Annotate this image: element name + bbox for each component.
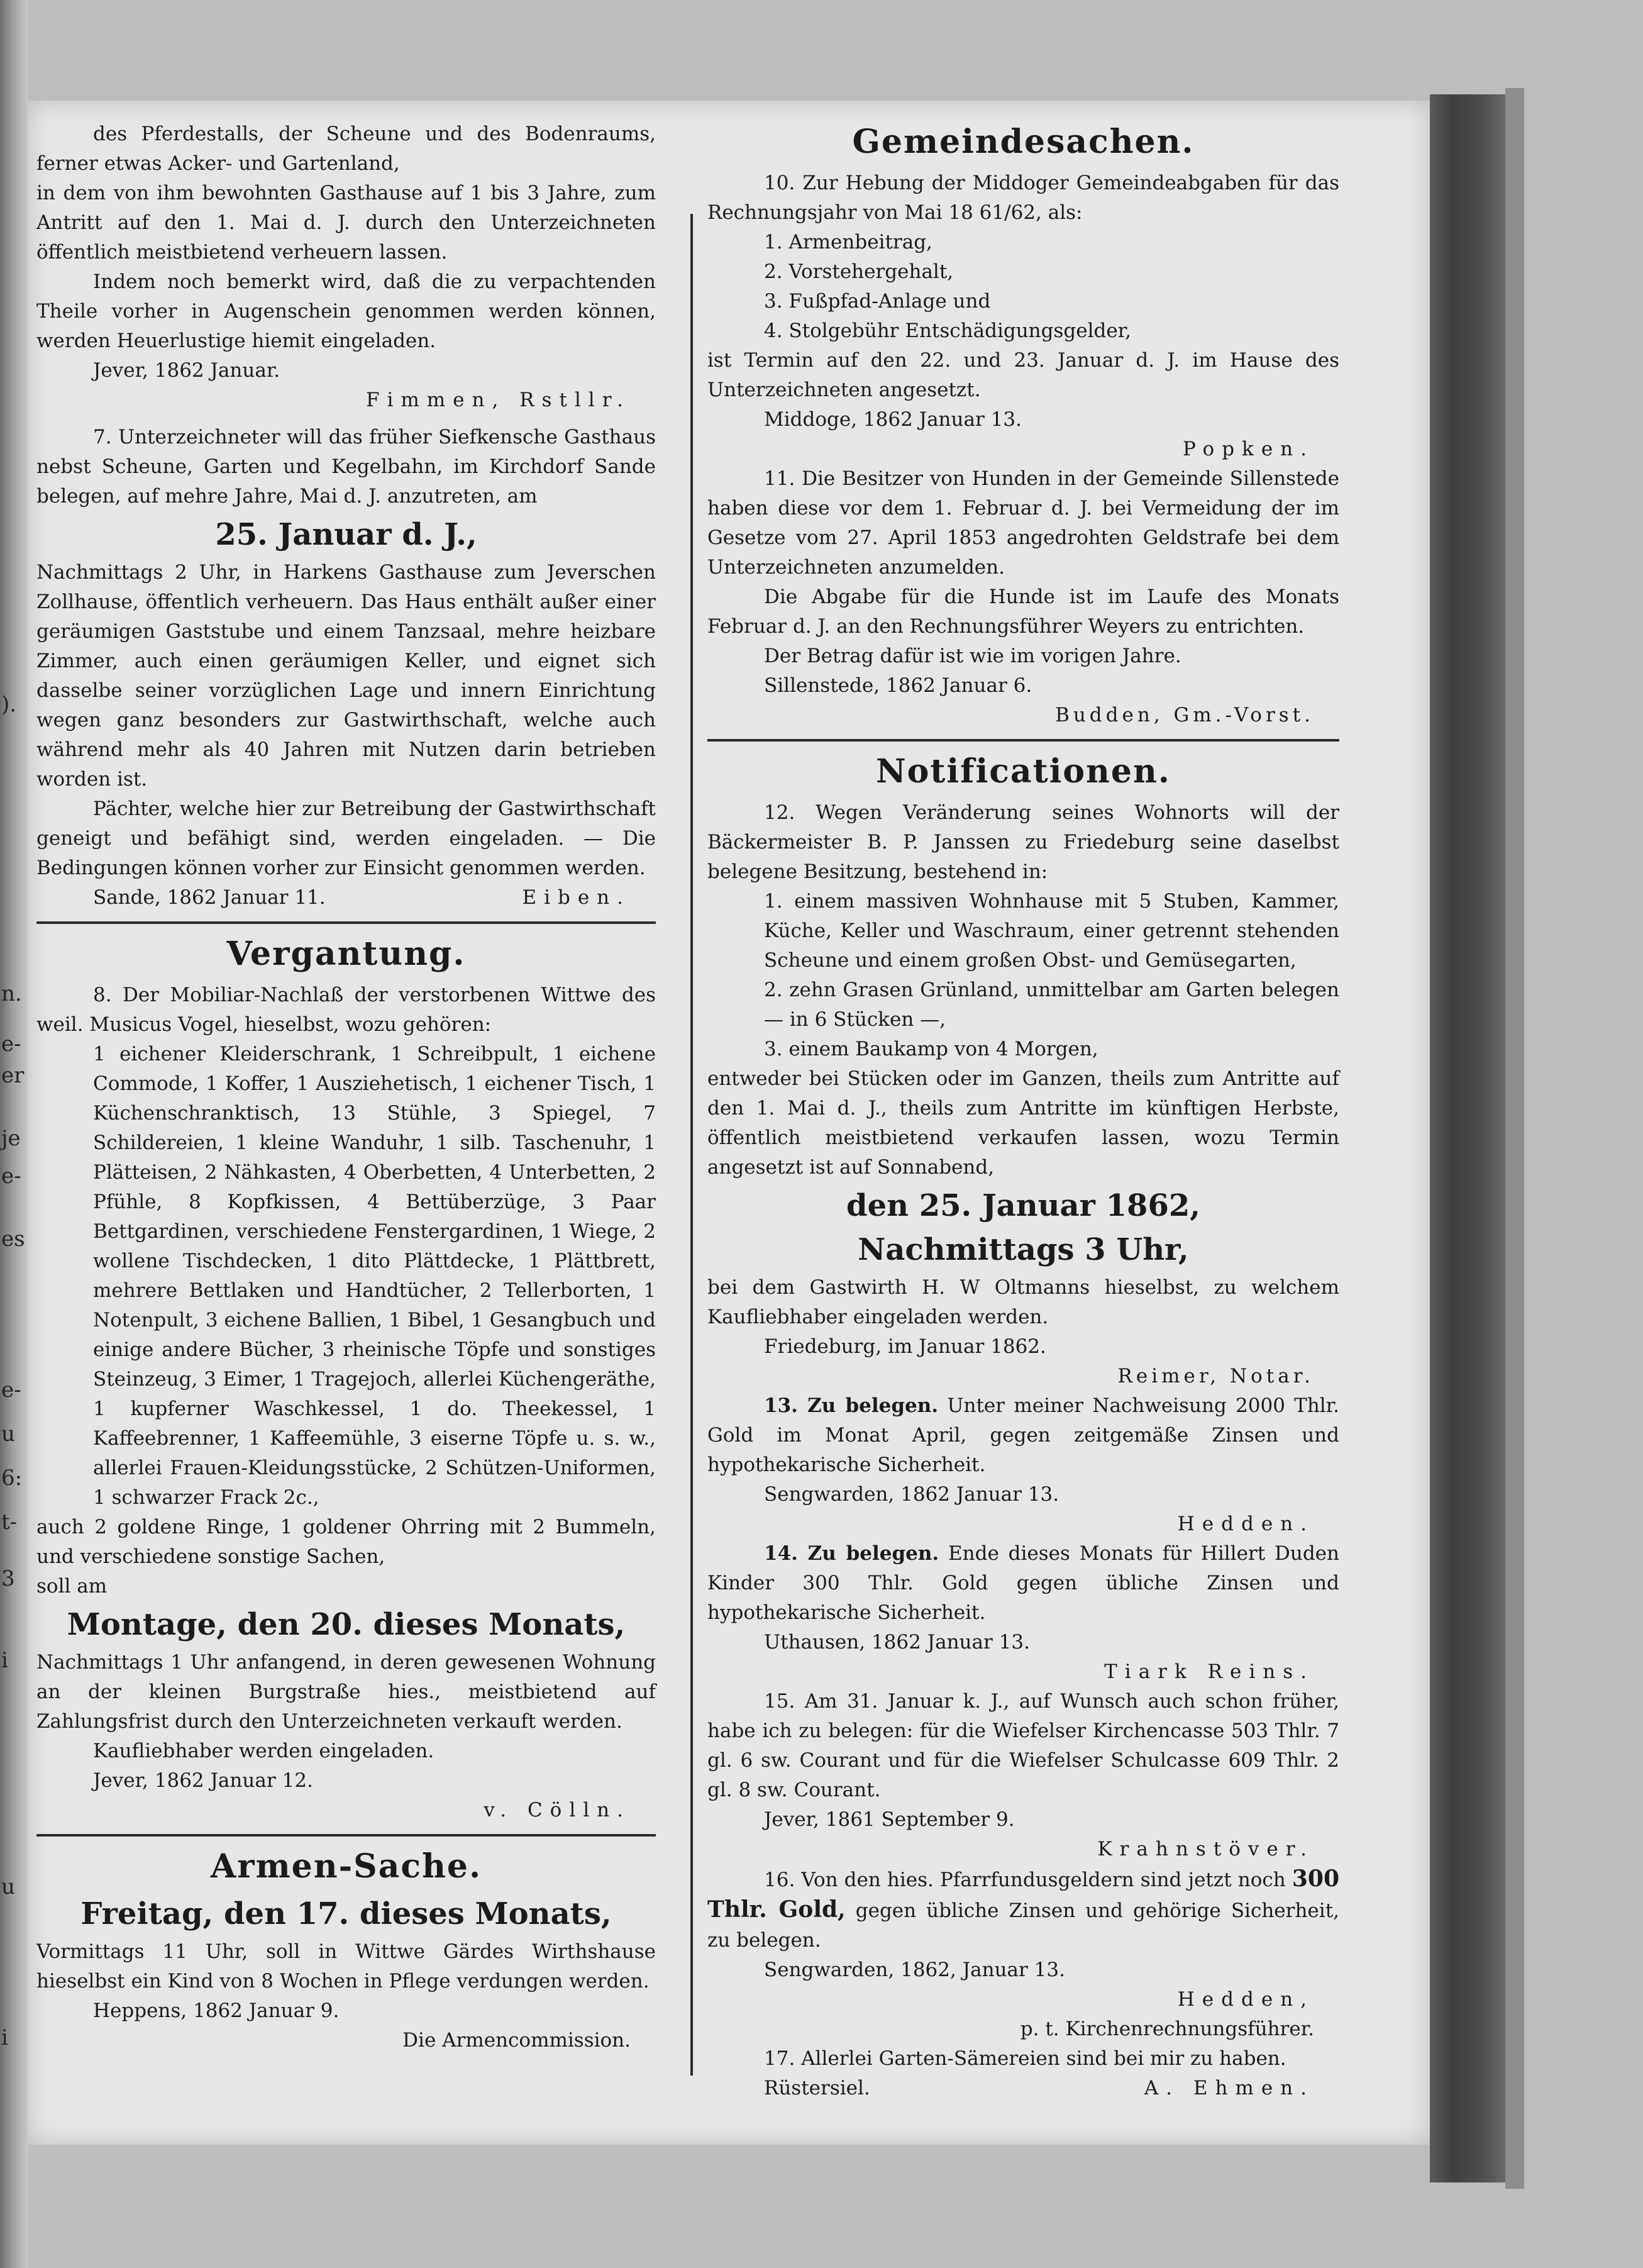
notice-10-item: 3. Fußpfad-Anlage und xyxy=(764,290,991,313)
notice-6-text: Indem noch bemerkt wird, daß die zu verpachtenden Theile vorher in Augenschein genommen werden können, werden Heuerlustige hiemit eingeladen. xyxy=(36,270,656,352)
notice-8-text: Nachmittags 1 Uhr anfangend, in deren gewesenen Wohnung an der kleinen Burgstraße hies., meistbietend auf Zahlungsfrist durch den Unterzeichneten verkauft werden. xyxy=(36,1651,656,1733)
edge-mark: t- xyxy=(1,1509,18,1535)
previous-page-edge xyxy=(0,0,28,2268)
armen-text: Vormittags 11 Uhr, soll in Wittwe Gärdes Wirthshause hieselbst ein Kind von 8 Wochen in Pflege verdungen werden. xyxy=(36,1940,656,1993)
edge-mark: n. xyxy=(1,981,22,1006)
notice-8-text: soll am xyxy=(36,1575,108,1598)
notice-15-text: 15. Am 31. Januar k. J., auf Wunsch auch schon früher, habe ich zu belegen: für die Wiefelser Kirchencasse 503 Thlr. 7 gl. 6 sw. Courant und für die Wiefelser Schulcasse 609 Thlr. 2 gl. 8 sw. Courant. xyxy=(707,1690,1339,1801)
notice-14-label: 14. Zu belegen. xyxy=(764,1542,939,1565)
edge-mark: e- xyxy=(1,1377,21,1403)
notice-16-amount: 300 Thlr. Gold, xyxy=(707,1865,1339,1923)
notice-8-place-date: Jever, 1862 Januar 12. xyxy=(93,1769,313,1792)
notice-17-text: 17. Allerlei Garten-Sämereien sind bei mir zu haben. xyxy=(764,2047,1286,2070)
edge-mark: 3 xyxy=(1,1566,15,1591)
left-column xyxy=(36,120,656,2055)
armen-date: Freitag, den 17. dieses Monats, xyxy=(80,1896,612,1932)
edge-mark: u xyxy=(1,1874,15,1899)
notice-7-signature: Eiben. xyxy=(522,886,631,909)
notice-11-text: Die Abgabe für die Hunde ist im Laufe des Monats Februar d. J. an den Rechnungsführer Weyers zu entrichten. xyxy=(707,586,1339,638)
section-heading-vergantung: Vergantung. xyxy=(226,935,466,973)
notice-14-place-date: Uthausen, 1862 Januar 13. xyxy=(764,1631,1030,1654)
notice-13-label: 13. Zu belegen. xyxy=(764,1394,939,1417)
notice-12-item: 3. einem Baukamp von 4 Morgen, xyxy=(764,1038,1098,1060)
notice-16-place-date: Sengwarden, 1862, Januar 13. xyxy=(764,1959,1065,1981)
notice-10-text: 10. Zur Hebung der Middoger Gemeindeabgaben für das Rechnungsjahr von Mai 18 61/62, als: xyxy=(707,172,1339,224)
notice-12-item: 2. zehn Grasen Grünland, unmittelbar am Garten belegen — in 6 Stücken —, xyxy=(764,979,1339,1031)
notice-10-item: 4. Stolgebühr Entschädigungsgelder, xyxy=(764,320,1131,342)
notice-16-signature-title: p. t. Kirchenrechnungsführer. xyxy=(1020,2018,1314,2040)
notice-12-place-date: Friedeburg, im Januar 1862. xyxy=(764,1335,1046,1358)
notice-12-item: 1. einem massiven Wohnhause mit 5 Stuben, Kammer, Küche, Keller und Waschraum, einer getrennt stehenden Scheune und einem großen Obst- und Gemüsegarten, xyxy=(764,890,1339,972)
notice-11-text: 11. Die Besitzer von Hunden in der Gemeinde Sillenstede haben diese vor dem 1. Februar d. J. bei Vermeidung der im Gesetze vom 27. April 1853 angedrohten Geldstrafe bei dem Unterzeichneten anzumelden. xyxy=(707,467,1339,579)
edge-mark: 6: xyxy=(1,1465,23,1491)
notice-8-date: Montage, den 20. dieses Monats, xyxy=(67,1607,626,1642)
notice-11-text: Der Betrag dafür ist wie im vorigen Jahre. xyxy=(764,645,1181,667)
notice-12-time: Nachmittags 3 Uhr, xyxy=(858,1232,1189,1267)
edge-mark: e- xyxy=(1,1031,21,1057)
edge-mark: je xyxy=(1,1126,21,1151)
notice-16-signature: Hedden, xyxy=(1177,1988,1314,2011)
notice-7-text: Pächter, welche hier zur Betreibung der Gastwirthschaft geneigt und befähigt sind, werden eingeladen. — Die Bedingungen können vorher zur Einsicht genommen werden. xyxy=(36,798,656,879)
notice-14 xyxy=(707,1539,1339,1628)
book-cover-outer xyxy=(1505,88,1524,2189)
notice-8-signature: v. Cölln. xyxy=(484,1799,631,1821)
edge-mark: e- xyxy=(1,1164,21,1189)
notice-13-text: Unter meiner Nachweisung 2000 Thlr. Gold im Monat April, gegen zeitgemäße Zinsen und hypothekarische Sicherheit. xyxy=(707,1394,1339,1476)
right-column xyxy=(707,120,1339,2103)
section-rule xyxy=(707,739,1339,742)
notice-12-text: entweder bei Stücken oder im Ganzen, theils zum Antritte auf den 1. Mai d. J., theils zum Antritte im künftigen Herbste, öffentlich meistbietend verkaufen lassen, wozu Termin angesetzt ist auf Sonnabend, xyxy=(707,1067,1339,1179)
notice-14-text: Ende dieses Monats für Hillert Duden Kinder 300 Thlr. Gold gegen übliche Zinsen und hypothekarische Sicherheit. xyxy=(707,1542,1339,1624)
notice-6-text: des Pferdestalls, der Scheune und des Bodenraums, ferner etwas Acker- und Gartenland, xyxy=(36,123,656,175)
book-cover-edge xyxy=(1430,94,1505,2182)
notice-10-signature: Popken. xyxy=(1182,438,1314,460)
edge-mark: ). xyxy=(1,692,17,717)
section-rule xyxy=(36,921,656,924)
notice-13-signature: Hedden. xyxy=(1177,1513,1314,1535)
edge-mark: er xyxy=(1,1063,25,1088)
notice-12-text: bei dem Gastwirth H. W Oltmanns hieselbst, zu welchem Kaufliebhaber eingeladen werden. xyxy=(707,1276,1339,1328)
notice-10-text: ist Termin auf den 22. und 23. Januar d. J. im Hause des Unterzeichneten angesetzt. xyxy=(707,349,1339,401)
edge-mark: es xyxy=(1,1226,25,1252)
section-heading-notificationen: Notificationen. xyxy=(876,752,1171,791)
notice-13 xyxy=(707,1391,1339,1480)
notice-8-item-list: 1 eichener Kleiderschrank, 1 Schreibpult, 1 eichene Commode, 1 Koffer, 1 Ausziehetisch, 1 eichener Tisch, 1 Küchenschranktisch, 13 Stühle, 3 Spiegel, 7 Schildereien, 1 kleine Wanduhr, 1 silb. Taschenuhr, 1 Plätteisen, 2 Nähkasten, 4 Oberbetten, 4 Unterbetten, 2 Pfühle, 8 Kopfkissen, 4 Bettüberzüge, 3 Paar Bettgardinen, verschiedene Fenstergardinen, 1 Wiege, 2 wollene Tischdecken, 1 dito Plättdecke, 1 Plättbrett, mehrere Bettlaken und Handtücher, 2 Tellerborten, 1 Notenpult, 3 eichene Ballien, 1 Bibel, 1 Gesangbuch und einige andere Bücher, 3 rheinische Töpfe und sonstiges Steinzeug, 3 Eimer, 1 Tragejoch, allerlei Küchengeräthe, 1 kupferner Waschkessel, 1 do. Theekessel, 1 Kaffeebrenner, 1 Kaffeemühle, 3 eiserne Töpfe u. s. w., allerlei Frauen-Kleidungsstücke, 2 Schützen-Uniformen, 1 schwarzer Frack 2c., xyxy=(93,1043,656,1509)
notice-16-text: 16. Von den hies. Pfarrfundusgeldern sind jetzt noch xyxy=(764,1869,1286,1891)
notice-8-text: auch 2 goldene Ringe, 1 goldener Ohrring mit 2 Bummeln, und verschiedene sonstige Sachen, xyxy=(36,1516,656,1568)
notice-12-date: den 25. Januar 1862, xyxy=(846,1188,1200,1223)
notice-17-signature: A. Ehmen. xyxy=(1144,2077,1314,2099)
notice-6-text: in dem von ihm bewohnten Gasthause auf 1 bis 3 Jahre, zum Antritt auf den 1. Mai d. J. durch den Unterzeichneten öffentlich meistbietend verheuern lassen. xyxy=(36,182,656,264)
notice-10-item: 1. Armenbeitrag, xyxy=(764,231,932,253)
notice-12-text: 12. Wegen Veränderung seines Wohnorts will der Bäckermeister B. P. Janssen zu Friedeburg seine daselbst belegene Besitzung, bestehend in: xyxy=(707,801,1339,883)
notice-7-text: 7. Unterzeichneter will das früher Siefkensche Gasthaus nebst Scheune, Garten und Kegelbahn, im Kirchdorf Sande belegen, auf mehre Jahre, Mai d. J. anzutreten, am xyxy=(36,426,656,508)
notice-10-place-date: Middoge, 1862 Januar 13. xyxy=(764,408,1022,431)
notice-8-text: 8. Der Mobiliar-Nachlaß der verstorbenen Wittwe des weil. Musicus Vogel, hieselbst, wozu gehören: xyxy=(36,984,656,1036)
section-heading-armen-sache: Armen-Sache. xyxy=(210,1847,482,1886)
section-rule xyxy=(36,1834,656,1837)
armen-signature: Die Armencommission. xyxy=(402,2029,631,2052)
notice-7-place-date: Sande, 1862 Januar 11. xyxy=(93,886,326,909)
notice-7-text: Nachmittags 2 Uhr, in Harkens Gasthause zum Jeverschen Zollhause, öffentlich verheuern. Das Haus enthält außer einer geräumigen Gaststube und einem Tanzsaal, mehre heizbare Zimmer, auch einen geräumigen Keller, und eignet sich dasselbe seiner vorzüglichen Lage und innern Einrichtung wegen ganz besonders zur Gastwirthschaft, welche auch während mehr als 40 Jahren mit Nutzen darin betrieben worden ist. xyxy=(36,561,656,791)
notice-11-place-date: Sillenstede, 1862 Januar 6. xyxy=(764,674,1032,697)
notice-15-signature: Krahnstöver. xyxy=(1097,1838,1314,1860)
armen-place-date: Heppens, 1862 Januar 9. xyxy=(93,1999,340,2022)
notice-17-place: Rüstersiel. xyxy=(764,2077,870,2099)
edge-mark: i xyxy=(1,1648,8,1673)
notice-12-signature: Reimer, Notar. xyxy=(1117,1365,1314,1387)
section-heading-gemeindesachen: Gemeindesachen. xyxy=(852,123,1195,161)
notice-7-date: 25. Januar d. J., xyxy=(215,517,477,552)
notice-8-text: Kaufliebhaber werden eingeladen. xyxy=(93,1740,434,1762)
notice-6-place-date: Jever, 1862 Januar. xyxy=(93,359,280,382)
column-divider xyxy=(690,214,693,2076)
notice-10-item: 2. Vorstehergehalt, xyxy=(764,260,954,283)
notice-6-signature: Fimmen, Rstllr. xyxy=(365,389,631,411)
notice-11-signature: Budden, Gm.-Vorst. xyxy=(1055,704,1314,726)
edge-mark: i xyxy=(1,2025,8,2050)
notice-16 xyxy=(707,1864,1339,1955)
notice-13-place-date: Sengwarden, 1862 Januar 13. xyxy=(764,1483,1059,1506)
notice-14-signature: Tiark Reins. xyxy=(1104,1660,1314,1683)
edge-mark: u xyxy=(1,1421,15,1447)
notice-15-place-date: Jever, 1861 September 9. xyxy=(764,1808,1015,1831)
notice-16-text: gegen übliche Zinsen und gehörige Sicherheit, zu belegen. xyxy=(707,1899,1339,1952)
